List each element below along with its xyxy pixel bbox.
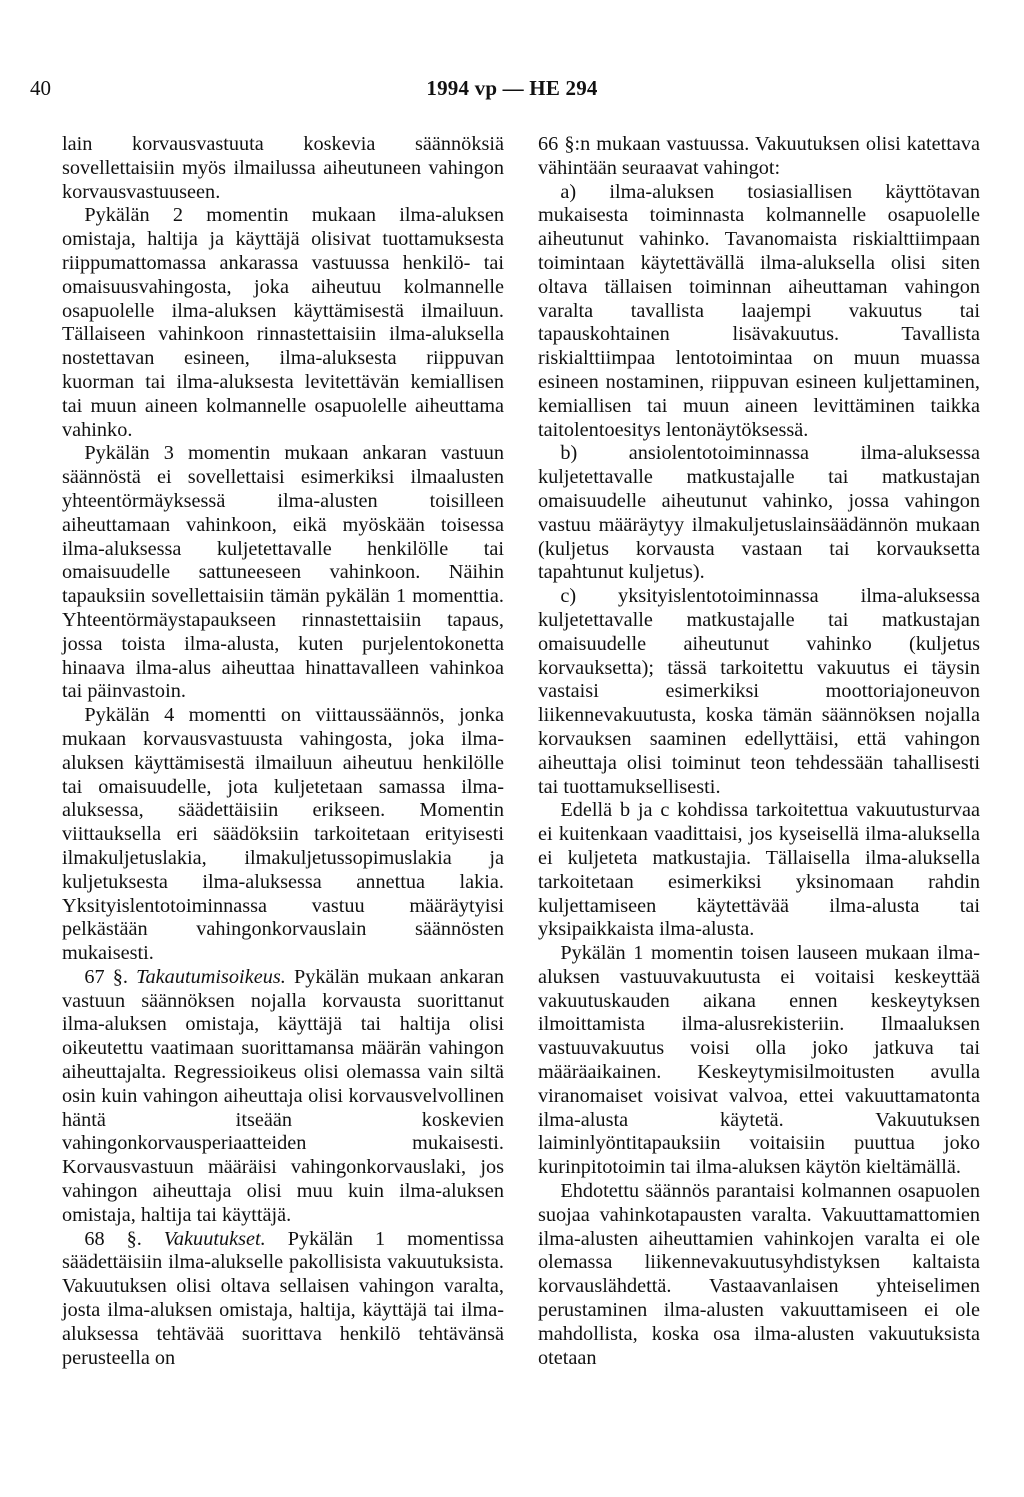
paragraph: Pykälän 3 momentin mukaan ankaran vastuun säännöstä ei sovellettaisi esimerkiksi ilmaalusten yhteentörmäyksessä ilma-alusten toisilleen aiheuttamaan vahinkoon, eikä myöskään toisessa ilma-aluksessa kuljetettavalle henkilölle tai omaisuudelle sattuneeseen vahinkoon. Näihin tapauksiin sovellettaisiin tämän pykälän 1 momenttia. Yhteentörmäystapaukseen rinnastettaisiin tapaus, jossa toista ilma-alusta, kuten purjelentokonetta hinaava ilma-alus aiheuttaa hinattavalleen vahinkoa tai päinvastoin. (62, 442, 504, 703)
section-paragraph (62, 966, 504, 1228)
running-header: 1994 vp — HE 294 (426, 76, 598, 100)
section-number: 67 §. (84, 965, 128, 988)
list-item: b) ansiolentotoiminnassa ilma-aluksessa kuljetettavalle matkustajalle tai matkustajan omaisuudelle aiheutunut vahinko, jossa vahingon vastuu määräytyy ilmakuljetuslainsäädännön mukaan (kuljetus korvausta vastaan tai korvauksetta tapahtunut kuljetus). (538, 442, 980, 584)
section-title: Takautumisoikeus. (136, 965, 286, 988)
section-text: Pykälän 1 momentissa säädettäisiin ilma-alukselle pakollisista vakuutuksista. Vakuutuksen olisi oltava sellaisen vahingon varalta, josta ilma-aluksen omistaja, haltija, käyttäjä tai ilma-aluksessa tehtävää suorittava henkilö tehtävänsä perusteella on (62, 1227, 504, 1369)
right-column (538, 133, 980, 1370)
paragraph: Pykälän 4 momentti on viittaussäännös, jonka mukaan korvausvastuusta vahingosta, joka ilma-aluksen käyttämisestä ilmailuun aiheutuu henkilölle tai omaisuudelle, jota kuljetetaan samassa ilma-aluksessa, säädettäisiin erikseen. Momentin viittauksella eri säädöksiin tarkoitetaan erityisesti ilmakuljetuslakia, ilmakuljetussopimuslakia ja kuljetuksesta ilma-aluksessa annettua lakia. Yksityislentotoiminnassa vastuu määräytyisi pelkästään vahingonkorvauslain säännösten mukaisesti. (62, 704, 504, 965)
section-title: Vakuutukset. (163, 1227, 266, 1250)
paragraph: 66 §:n mukaan vastuussa. Vakuutuksen olisi katettava vähintään seuraavat vahingot: (538, 133, 980, 179)
section-paragraph (62, 1228, 504, 1371)
paragraph: Pykälän 1 momentin toisen lauseen mukaan ilma-aluksen vastuuvakuutusta ei voitaisi keskeyttää vakuutuskauden aikana ennen keskeytyksen ilmoittamista ilma-alusrekisteriin. Ilmaaluksen vastuuvakuutus voisi olla joko jatkuva tai määräaikainen. Keskeytymisilmoitusten avulla viranomaiset voisivat valvoa, ettei vakuuttamatonta ilma-alusta käytetä. Vakuutuksen laiminlyöntitapauksiin voitaisiin puuttua joko kurinpitotoimin tai ilma-aluksen käytön kieltämällä. (538, 942, 980, 1179)
paragraph: Pykälän 2 momentin mukaan ilma-aluksen omistaja, haltija ja käyttäjä olisivat tuottamuksesta riippumattomassa ankarassa vastuussa henkilö- tai omaisuusvahingosta, joka aiheutuu kolmannelle osapuolelle ilma-aluksen käyttämisestä ilmailuun. Tällaiseen vahinkoon rinnastettaisiin ilma-aluksella nostettavan esineen, ilma-aluksesta riippuvan kuorman tai ilma-aluksesta levitettävän kemiallisen tai muun aineen kolmannelle osapuolelle aiheuttama vahinko. (62, 204, 504, 441)
paragraph: lain korvausvastuuta koskevia säännöksiä sovellettaisiin myös ilmailussa aiheutuneen vahingon korvausvastuuseen. (62, 133, 504, 203)
section-text: Pykälän mukaan ankaran vastuun säännöksen nojalla korvausta suorittanut ilma-aluksen omistaja, käyttäjä tai haltija olisi oikeutettu vaatimaan suorittamansa määrän vahingon aiheuttajalta. Regressioikeus olisi olemassa vain siltä osin kuin vahingon aiheuttaja olisi korvausvelvollinen häntä itseään koskevien vahingonkorvausperiaatteiden mukaisesti. Korvausvastuun määräisi vahingonkorvauslaki, jos vahingon aiheuttaja olisi muu kuin ilma-aluksen omistaja, haltija tai käyttäjä. (62, 965, 504, 1226)
page-number: 40 (30, 76, 51, 100)
list-item: c) yksityislentotoiminnassa ilma-aluksessa kuljetettavalle matkustajalle tai matkustajan omaisuudelle aiheutunut vahinko (kuljetus korvauksetta); tässä tarkoitettu vakuutus ei täysin vastaisi esimerkiksi moottoriajoneuvon liikennevakuutusta, koska tämän säännöksen nojalla korvauksen saaminen edellyttäisi, että vahingon aiheuttaja olisi toiminut teon tehdessään tahallisesti tai tuottamuksellisesti. (538, 585, 980, 798)
list-item: a) ilma-aluksen tosiasiallisen käyttötavan mukaisesta toiminnasta kolmannelle osapuolelle aiheutunut vahinko. Tavanomaista riskialttiimpaan toimintaan käytettävällä ilma-aluksella olisi siten oltava tällaisen toiminnan aiheuttaman vahingon varalta tavallista laajempi vakuutus tai tapauskohtainen lisävakuutus. Tavallista riskialttiimpaa lentotoimintaa on muun muassa esineen nostaminen, riippuvan esineen kuljettaminen, kemiallisen tai muun aineen levittäminen taikka taitolentoesitys lentonäytöksessä. (538, 180, 980, 441)
paragraph: Ehdotettu säännös parantaisi kolmannen osapuolen suojaa vahinkotapausten varalta. Vakuuttamattomien ilma-alusten aiheuttamien vahinkojen varalta ei ole olemassa liikennevakuutusyhdistyksen kaltaista korvauslähdettä. Vastaavanlaisen yhteiselimen perustaminen ilma-alusten vakuuttamiseen ei ole mahdollista, koska osa ilma-alusten vakuutuksista otetaan (538, 1180, 980, 1369)
section-number: 68 §. (84, 1227, 142, 1250)
paragraph: Edellä b ja c kohdissa tarkoitettua vakuutusturvaa ei kuitenkaan vaadittaisi, jos kyseisellä ilma-aluksella ei kuljeteta matkustajia. Tällaisella ilma-aluksella tarkoitetaan esimerkiksi yksinomaan rahdin kuljettamiseen käytettävää ilma-alusta tai yksipaikkaista ilma-alusta. (538, 799, 980, 941)
left-column (62, 133, 504, 1370)
